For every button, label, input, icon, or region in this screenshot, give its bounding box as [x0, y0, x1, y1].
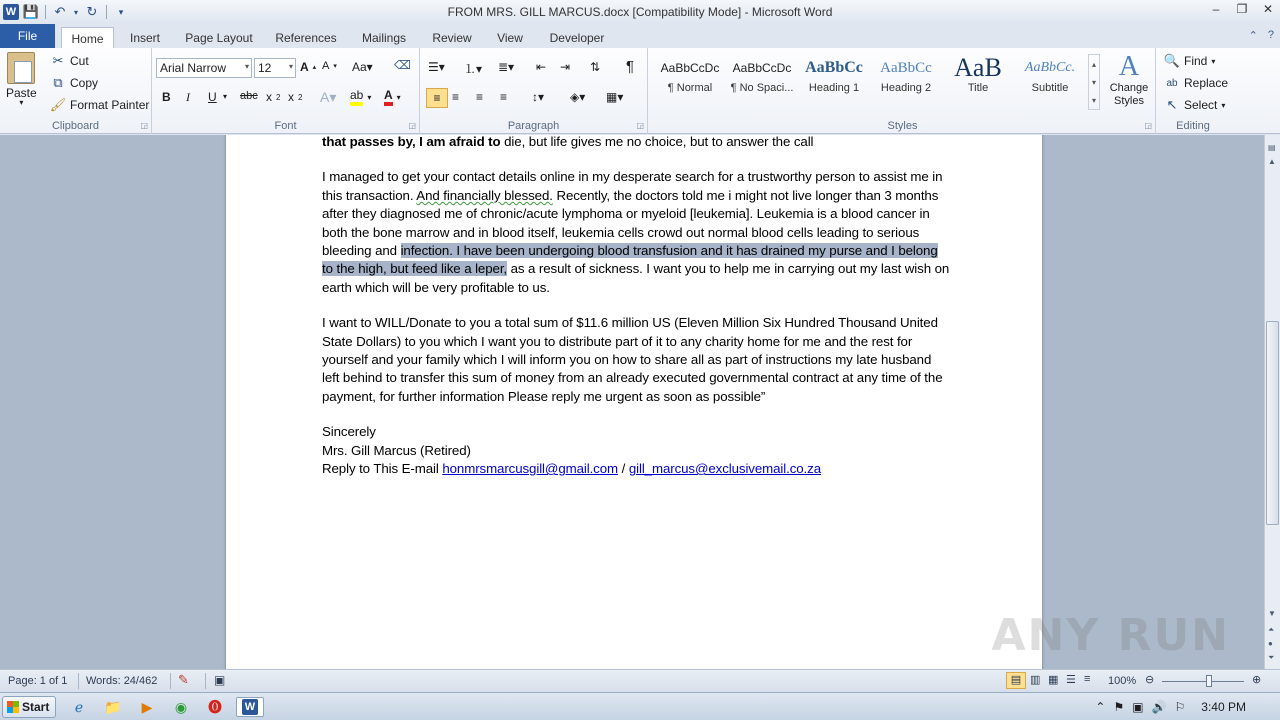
- minimize-icon[interactable]: –: [1212, 2, 1220, 16]
- system-tray: [1095, 693, 1280, 720]
- scroll-up-arrow-icon[interactable]: ▲: [1268, 157, 1276, 166]
- tab-insert[interactable]: Insert: [129, 31, 160, 45]
- style-subtitle[interactable]: AaBbCc. Subtitle: [1024, 60, 1076, 94]
- clipboard-label: Clipboard: [51, 120, 100, 132]
- paragraph-launcher-icon[interactable]: ◲: [636, 121, 644, 130]
- style-normal[interactable]: AaBbCcDc ¶ Normal: [660, 61, 720, 94]
- scroll-down-icon[interactable]: ▾: [1091, 77, 1096, 87]
- clipboard-launcher-icon[interactable]: ◲: [140, 121, 148, 130]
- format-painter-button[interactable]: 🖌 Format Painter: [49, 97, 150, 112]
- grammar-flagged-text: And financially blessed.: [416, 187, 553, 203]
- browse-object-icon[interactable]: ●: [1268, 639, 1273, 648]
- restore-icon[interactable]: ❐: [1236, 2, 1248, 16]
- start-button[interactable]: Start: [2, 696, 56, 718]
- styles-label: Styles: [887, 120, 918, 132]
- font-name-box[interactable]: Arial Narrow ▾: [156, 58, 252, 78]
- replace-button[interactable]: ab Replace: [1164, 75, 1228, 91]
- replace-icon: ab: [1166, 77, 1178, 89]
- font-color-icon[interactable]: A ▾: [384, 88, 401, 106]
- full-screen-reading-icon[interactable]: ▥: [1030, 674, 1041, 686]
- change-styles-button[interactable]: A Change Styles: [1109, 51, 1149, 107]
- clock[interactable]: 3:40 PM: [1201, 700, 1246, 714]
- flag-icon[interactable]: ⚐: [1174, 700, 1186, 714]
- paragraph-2-text-c: as a result of sickness. I want you to help me in carrying out my last wish on earth which will be very profitable to us.: [322, 261, 950, 295]
- media-player-icon[interactable]: ▶: [141, 698, 153, 715]
- email-link-1[interactable]: honmrsmarcusgill@gmail.com: [442, 461, 619, 477]
- numbering-icon[interactable]: ⒈▾: [464, 62, 483, 76]
- ribbon: [0, 48, 1280, 134]
- text-effects-icon[interactable]: A▾: [320, 89, 337, 105]
- outline-view-icon[interactable]: ☰: [1066, 674, 1076, 686]
- document-page[interactable]: [226, 135, 1042, 669]
- status-bar: [0, 669, 1280, 692]
- borders-icon[interactable]: ▦▾: [606, 90, 624, 104]
- line-spacing-icon[interactable]: ↕▾: [532, 90, 545, 104]
- paragraph-label: Paragraph: [507, 120, 560, 132]
- more-styles-icon[interactable]: ▾: [1091, 95, 1096, 105]
- document-area[interactable]: [0, 135, 1264, 669]
- superscript-icon[interactable]: x 2: [288, 90, 303, 104]
- paragraph-group: [420, 48, 648, 134]
- close-icon[interactable]: ✕: [1262, 2, 1274, 16]
- quick-access-toolbar: [0, 0, 130, 24]
- selected-text[interactable]: infection. I have been undergoing blood transfusion and it has drained my purse and I belong to the high, but feed like a leper,: [322, 243, 938, 277]
- paragraph-2-text-a: I managed to get your contact details online in my desperate search for a trustworthy person to assist me in this transaction.: [322, 169, 943, 203]
- chevron-down-icon: ▾: [244, 62, 249, 71]
- taskbar: [0, 692, 1280, 720]
- binoculars-icon: 🔍: [1163, 53, 1181, 68]
- zoom-slider-thumb[interactable]: [1206, 675, 1212, 687]
- web-layout-icon[interactable]: ▦: [1048, 674, 1059, 686]
- multilevel-list-icon[interactable]: ≣▾: [498, 60, 515, 74]
- macro-record-icon[interactable]: ▣: [214, 673, 226, 687]
- signature-line-1: Sincerely: [322, 424, 376, 440]
- network-icon[interactable]: ▣: [1132, 700, 1144, 714]
- word-taskbar-icon[interactable]: W: [236, 697, 264, 717]
- style-no-spacing[interactable]: AaBbCcDc ¶ No Spaci...: [730, 61, 794, 94]
- scissors-icon: ✂: [52, 53, 64, 68]
- zoom-level[interactable]: 100%: [1108, 675, 1137, 687]
- proofing-error-icon[interactable]: ✎: [178, 672, 189, 687]
- paste-button[interactable]: Paste ▾: [6, 52, 37, 107]
- highlight-color-icon[interactable]: ab ▾: [350, 88, 371, 106]
- paintbrush-icon: 🖌: [49, 97, 67, 112]
- font-launcher-icon[interactable]: ◲: [408, 121, 416, 130]
- reply-prefix: Reply to This E-mail: [322, 461, 443, 477]
- sort-icon[interactable]: ⇅: [590, 60, 601, 74]
- opera-icon[interactable]: ⓿: [208, 699, 222, 715]
- tab-references[interactable]: References: [275, 31, 337, 45]
- change-case-icon[interactable]: Aa▾: [352, 60, 373, 74]
- vertical-scrollbar[interactable]: [1264, 135, 1280, 669]
- print-layout-view-icon[interactable]: ▤: [1006, 672, 1026, 689]
- decrease-indent-icon[interactable]: ⇤: [536, 60, 547, 74]
- styles-group: [650, 48, 1156, 134]
- paragraph-1-bold: that passes by, I am afraid to: [322, 135, 501, 149]
- scroll-up-icon[interactable]: ▴: [1091, 59, 1096, 69]
- file-explorer-icon[interactable]: 📁: [104, 698, 122, 715]
- paste-icon: [7, 52, 35, 84]
- font-label: Font: [274, 120, 297, 132]
- volume-icon[interactable]: 🔊: [1151, 700, 1167, 714]
- subscript-icon[interactable]: x 2: [266, 90, 281, 104]
- align-right-icon[interactable]: ≡: [476, 90, 484, 104]
- grow-font-icon[interactable]: A ▴: [300, 60, 317, 74]
- internet-explorer-icon[interactable]: ℯ: [74, 698, 84, 715]
- justify-icon[interactable]: ≡: [500, 90, 508, 104]
- editing-group: [1158, 48, 1228, 134]
- cursor-icon: ↖: [1166, 97, 1178, 112]
- zoom-in-icon[interactable]: ⊕: [1252, 674, 1262, 686]
- font-size-box[interactable]: 12 ▾: [254, 58, 296, 78]
- redo-icon[interactable]: ↻: [86, 4, 98, 19]
- word-count[interactable]: Words: 24/462: [86, 675, 158, 687]
- minimize-ribbon-icon[interactable]: ⌃: [1248, 30, 1258, 42]
- scroll-down-arrow-icon[interactable]: ▼: [1268, 609, 1276, 618]
- clear-formatting-icon[interactable]: ⌫: [394, 58, 411, 72]
- shading-icon[interactable]: ◈▾: [570, 90, 586, 104]
- customize-qat-icon[interactable]: ▾: [118, 6, 124, 17]
- tab-file[interactable]: File: [0, 24, 55, 48]
- action-center-icon[interactable]: ⚑: [1113, 700, 1125, 714]
- paste-dropdown-icon[interactable]: ▾: [19, 98, 24, 107]
- window-title: FROM MRS. GILL MARCUS.docx [Compatibility Mode] - Microsoft Word: [447, 5, 833, 19]
- copy-button[interactable]: ⧉ Copy: [50, 75, 98, 91]
- paragraph-2-text-b: Recently, the doctors told me i might not live longer than 3 months after they diagnosed me of chronic/acute lymphoma or myeloid [leukemia]. Leukemia is a blood cancer in both the bone marrow and in blood itself, leukemia cells crowd out normal blood cells leading to serious bleeding and: [322, 187, 939, 259]
- cut-button[interactable]: ✂ Cut: [50, 53, 89, 69]
- undo-dropdown-icon[interactable]: ▾: [73, 7, 78, 17]
- italic-icon[interactable]: I: [186, 90, 190, 104]
- next-page-icon[interactable]: ⏷: [1268, 653, 1275, 662]
- find-button[interactable]: 🔍 Find ▾: [1163, 53, 1216, 68]
- show-marks-icon[interactable]: ¶: [626, 58, 635, 75]
- copy-icon: ⧉: [53, 75, 63, 90]
- windows-logo-icon: [7, 701, 19, 713]
- style-heading-2[interactable]: AaBbCc Heading 2: [880, 59, 932, 94]
- tab-view[interactable]: View: [497, 31, 523, 45]
- tab-home[interactable]: Home: [61, 27, 114, 48]
- change-styles-icon: A: [1118, 51, 1140, 82]
- tray-expand-icon[interactable]: ⌃: [1095, 700, 1106, 714]
- paragraph-3: I want to WILL/Donate to you a total sum of $11.6 million US (Eleven Million Six Hundred Thousand United State Dollars) to you which I want you to distribute part of it to any charity home for me and the rest for yourself and your family which I will inform you on how to share all as part of instructions my late husband left behind to transfer this sum of money from an already executed governmental contract at any time of the payment, for further information Please reply me urgent as soon as possible”: [322, 315, 943, 404]
- clipboard-group: [0, 48, 152, 134]
- bold-icon[interactable]: B: [162, 90, 171, 104]
- signature-line-2: Mrs. Gill Marcus (Retired): [322, 442, 471, 458]
- title-bar: [0, 0, 1280, 24]
- select-button[interactable]: ↖ Select ▾: [1164, 97, 1225, 113]
- tab-mailings[interactable]: Mailings: [361, 31, 406, 45]
- underline-icon[interactable]: U: [208, 90, 217, 104]
- anyrun-watermark: ANY RUN: [991, 610, 1230, 661]
- document-body[interactable]: that passes by, I am afraid to die, but life gives me no choice, but to answer the call I managed to get your contact details online in my desperate search for a trustworthy person to assist me in this transaction. And financially blessed. Recently, the doctors told me i might not live longer than 3 months after they diagnosed me of chronic/acute lymphoma or myeloid [leukemia]. Leukemia is a blood cancer in both the bone marrow and in blood itself, leukemia cells crowd out normal blood cells leading to serious bleeding and infection. I have been undergoing blood transfusion and it has drained my purse and I belong to the high, but feed like a leper, as a result of sickness. I want you to help me in carrying out my last wish on earth which will be very profitable to us. I want to WILL/Donate to you a total sum of $11.6 million US (Eleven Million Six Hundred Thousand United State Dollars) to you which I want you to distribute part of it to any charity home for me and the rest for yourself and your family which I will inform you on how to share all as part of instructions my late husband left behind to transfer this sum of money from an already executed governmental contract at any time of the payment, for further information Please reply me urgent as soon as possible” Sincerely Mrs. Gill Marcus (Retired) Reply to This E-mail honmrsmarcusgill@gmail.com / gill_marcus@exclusivemail.co.za: [322, 135, 952, 479]
- email-link-2[interactable]: gill_marcus@exclusivemail.co.za: [628, 461, 821, 477]
- draft-view-icon[interactable]: ≡: [1084, 673, 1091, 685]
- previous-page-icon[interactable]: ⏶: [1268, 625, 1275, 634]
- help-icon[interactable]: ?: [1267, 29, 1274, 41]
- align-left-icon[interactable]: ≡: [426, 88, 448, 108]
- undo-icon[interactable]: ↶: [54, 4, 66, 19]
- strikethrough-icon[interactable]: abc: [240, 90, 258, 102]
- styles-gallery-scroll[interactable]: [1088, 54, 1100, 110]
- style-title[interactable]: AaB Title: [954, 54, 1002, 94]
- align-center-icon[interactable]: ≡: [452, 90, 460, 104]
- styles-launcher-icon[interactable]: ◲: [1144, 121, 1152, 130]
- tab-review[interactable]: Review: [432, 31, 472, 45]
- ribbon-tabs: [0, 24, 1280, 48]
- bullets-icon[interactable]: ☰▾: [428, 60, 445, 74]
- word-app-icon[interactable]: W: [3, 4, 19, 20]
- paragraph-1-text: die, but life gives me no choice, but to answer the call: [500, 135, 814, 149]
- save-icon[interactable]: 💾: [22, 4, 40, 19]
- underline-dropdown-icon[interactable]: ▾: [223, 92, 228, 101]
- zoom-out-icon[interactable]: ⊖: [1145, 674, 1155, 686]
- tab-page-layout[interactable]: Page Layout: [185, 31, 253, 45]
- chevron-down-icon: ▾: [288, 62, 293, 71]
- style-heading-1[interactable]: AaBbCc Heading 1: [805, 59, 863, 94]
- increase-indent-icon[interactable]: ⇥: [560, 60, 571, 74]
- editing-label: Editing: [1176, 120, 1210, 132]
- font-group: [152, 48, 420, 134]
- chrome-icon[interactable]: ◉: [174, 698, 188, 715]
- page-count[interactable]: Page: 1 of 1: [8, 675, 68, 687]
- tab-developer[interactable]: Developer: [549, 31, 605, 45]
- scrollbar-thumb[interactable]: [1266, 321, 1279, 525]
- shrink-font-icon[interactable]: A ▾: [322, 60, 337, 72]
- zoom-slider-track[interactable]: [1162, 681, 1244, 682]
- ruler-toggle-icon[interactable]: ▤: [1268, 143, 1276, 152]
